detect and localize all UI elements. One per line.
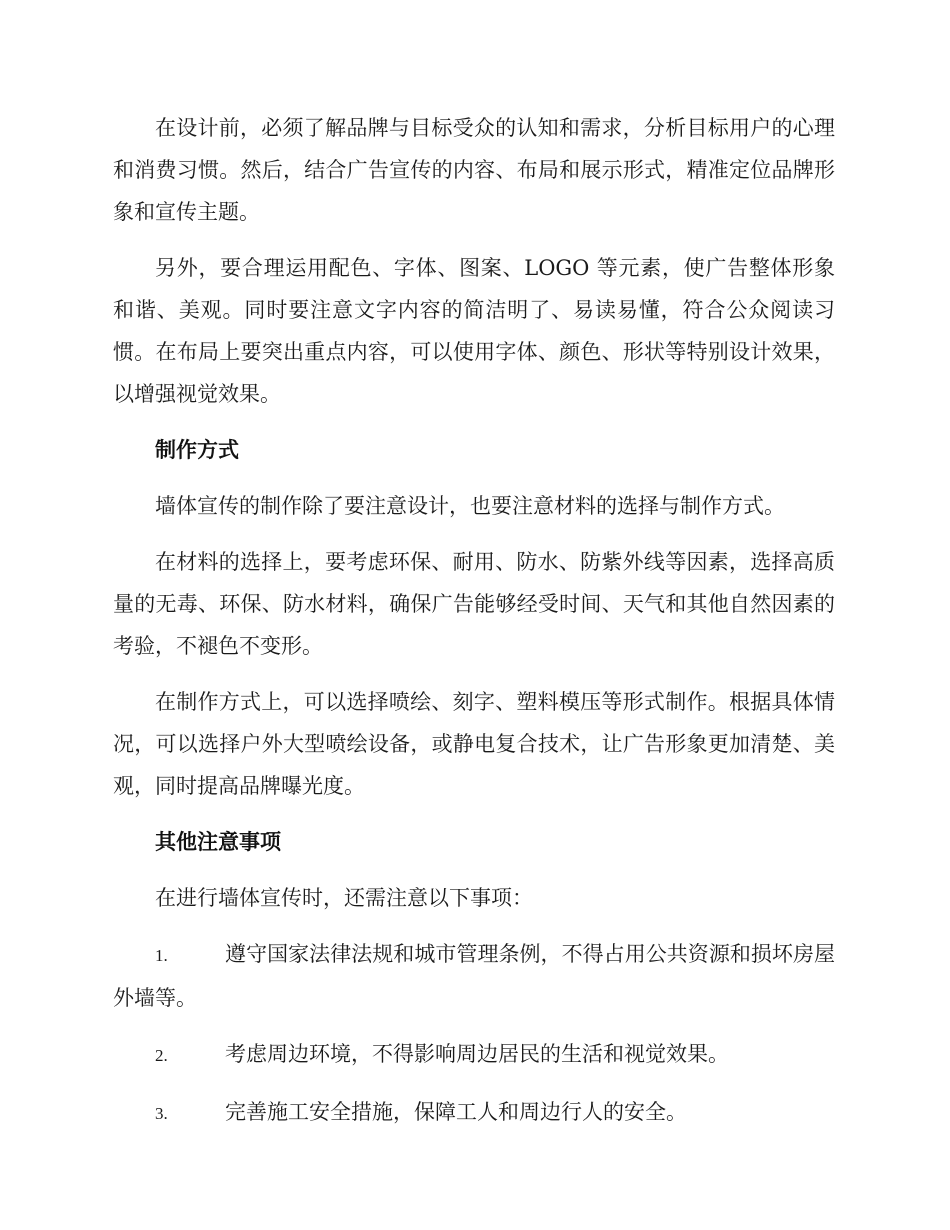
section-heading-production: 制作方式 xyxy=(155,438,239,462)
paragraph-production-methods: 在制作方式上，可以选择喷绘、刻字、塑料模压等形式制作。根据具体情况，可以选择户外大型喷绘设备，或静电复合技术，让广告形象更加清楚、美观，同时提高品牌曝光度。 xyxy=(113,690,835,798)
list-item xyxy=(113,1033,835,1077)
document-page xyxy=(113,107,835,1149)
paragraph-production-intro: 墙体宣传的制作除了要注意设计，也要注意材料的选择与制作方式。 xyxy=(155,494,785,518)
paragraph-production-materials: 在材料的选择上，要考虑环保、耐用、防水、防紫外线等因素，选择高质量的无毒、环保、防水材料，确保广告能够经受时间、天气和其他自然因素的考验，不褪色不变形。 xyxy=(113,550,835,658)
list-item xyxy=(113,1091,835,1135)
list-item-text: 遵守国家法律法规和城市管理条例，不得占用公共资源和损坏房屋外墙等。 xyxy=(113,942,835,1010)
list-item-number: 1. xyxy=(155,946,168,965)
section-heading-other-notes: 其他注意事项 xyxy=(155,830,281,854)
list-item xyxy=(113,933,835,1019)
list-item-text: 考虑周边环境，不得影响周边居民的生活和视觉效果。 xyxy=(225,1042,729,1066)
paragraph-other-intro: 在进行墙体宣传时，还需注意以下事项： xyxy=(155,886,533,910)
list-item-text: 完善施工安全措施，保障工人和周边行人的安全。 xyxy=(225,1100,687,1124)
paragraph-design-research: 在设计前，必须了解品牌与目标受众的认知和需求，分析目标用户的心理和消费习惯。然后，结合广告宣传的内容、布局和展示形式，精准定位品牌形象和宣传主题。 xyxy=(113,116,835,224)
list-item-number: 2. xyxy=(155,1046,168,1065)
list-item-number: 3. xyxy=(155,1104,168,1123)
paragraph-design-elements: 另外，要合理运用配色、字体、图案、LOGO 等元素，使广告整体形象和谐、美观。同时要注意文字内容的简洁明了、易读易懂，符合公众阅读习惯。在布局上要突出重点内容，可以使用字体、颜色、形状等特别设计效果，以增强视觉效果。 xyxy=(113,256,835,406)
